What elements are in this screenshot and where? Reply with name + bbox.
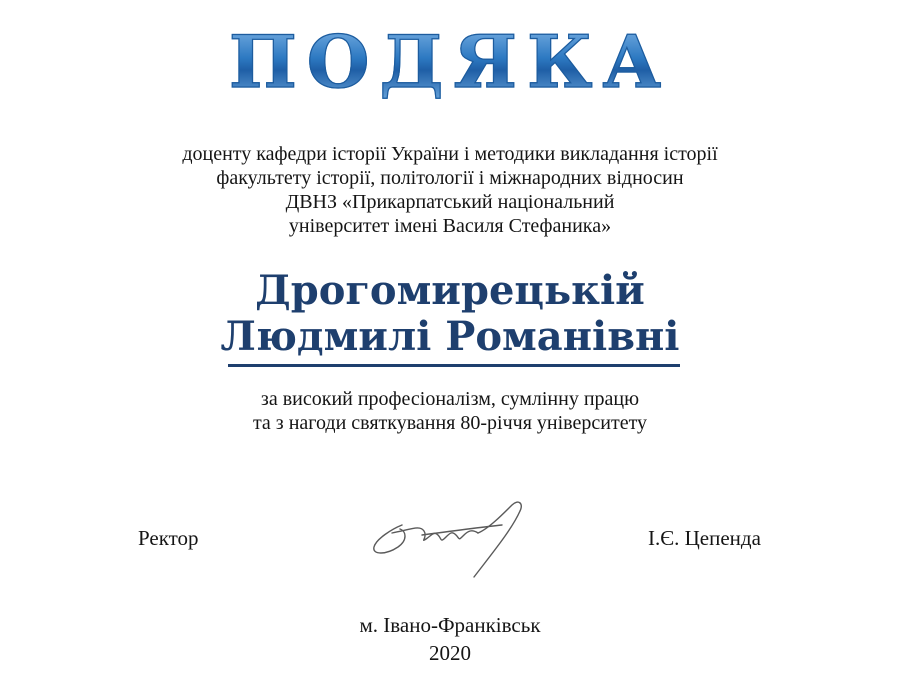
award-reason-line-1: за високий професіоналізм, сумлінну працю xyxy=(260,388,640,410)
certificate-title: ПОДЯКА xyxy=(0,22,900,102)
signatory-name: І.Є. Цепенда xyxy=(648,526,761,550)
recipient-description-line-2: факультету історії, політології і міжнародних відносин xyxy=(216,167,684,189)
issue-place: м. Івано-Франківськ xyxy=(359,613,541,637)
recipient-given-names: Людмилі Романівні xyxy=(220,313,680,360)
recipient-description xyxy=(0,142,900,238)
recipient-surname: Дрогомирецькій xyxy=(255,267,645,314)
award-reason-line-2: та з нагоди святкування 80-річчя університету xyxy=(252,412,648,434)
issue-year: 2020 xyxy=(429,641,471,665)
signatory-role: Ректор xyxy=(138,526,199,550)
recipient-description-line-4: університет імені Василя Стефаника» xyxy=(288,215,612,237)
recipient-description-line-3: ДВНЗ «Прикарпатський національний xyxy=(285,191,615,213)
recipient-description-line-1: доценту кафедри історії України і методики викладання історії xyxy=(182,143,718,165)
award-reason xyxy=(0,387,900,435)
signature-icon xyxy=(362,495,542,590)
issue-place-and-year xyxy=(0,611,900,667)
name-underline xyxy=(228,364,680,367)
recipient-name xyxy=(0,268,900,360)
